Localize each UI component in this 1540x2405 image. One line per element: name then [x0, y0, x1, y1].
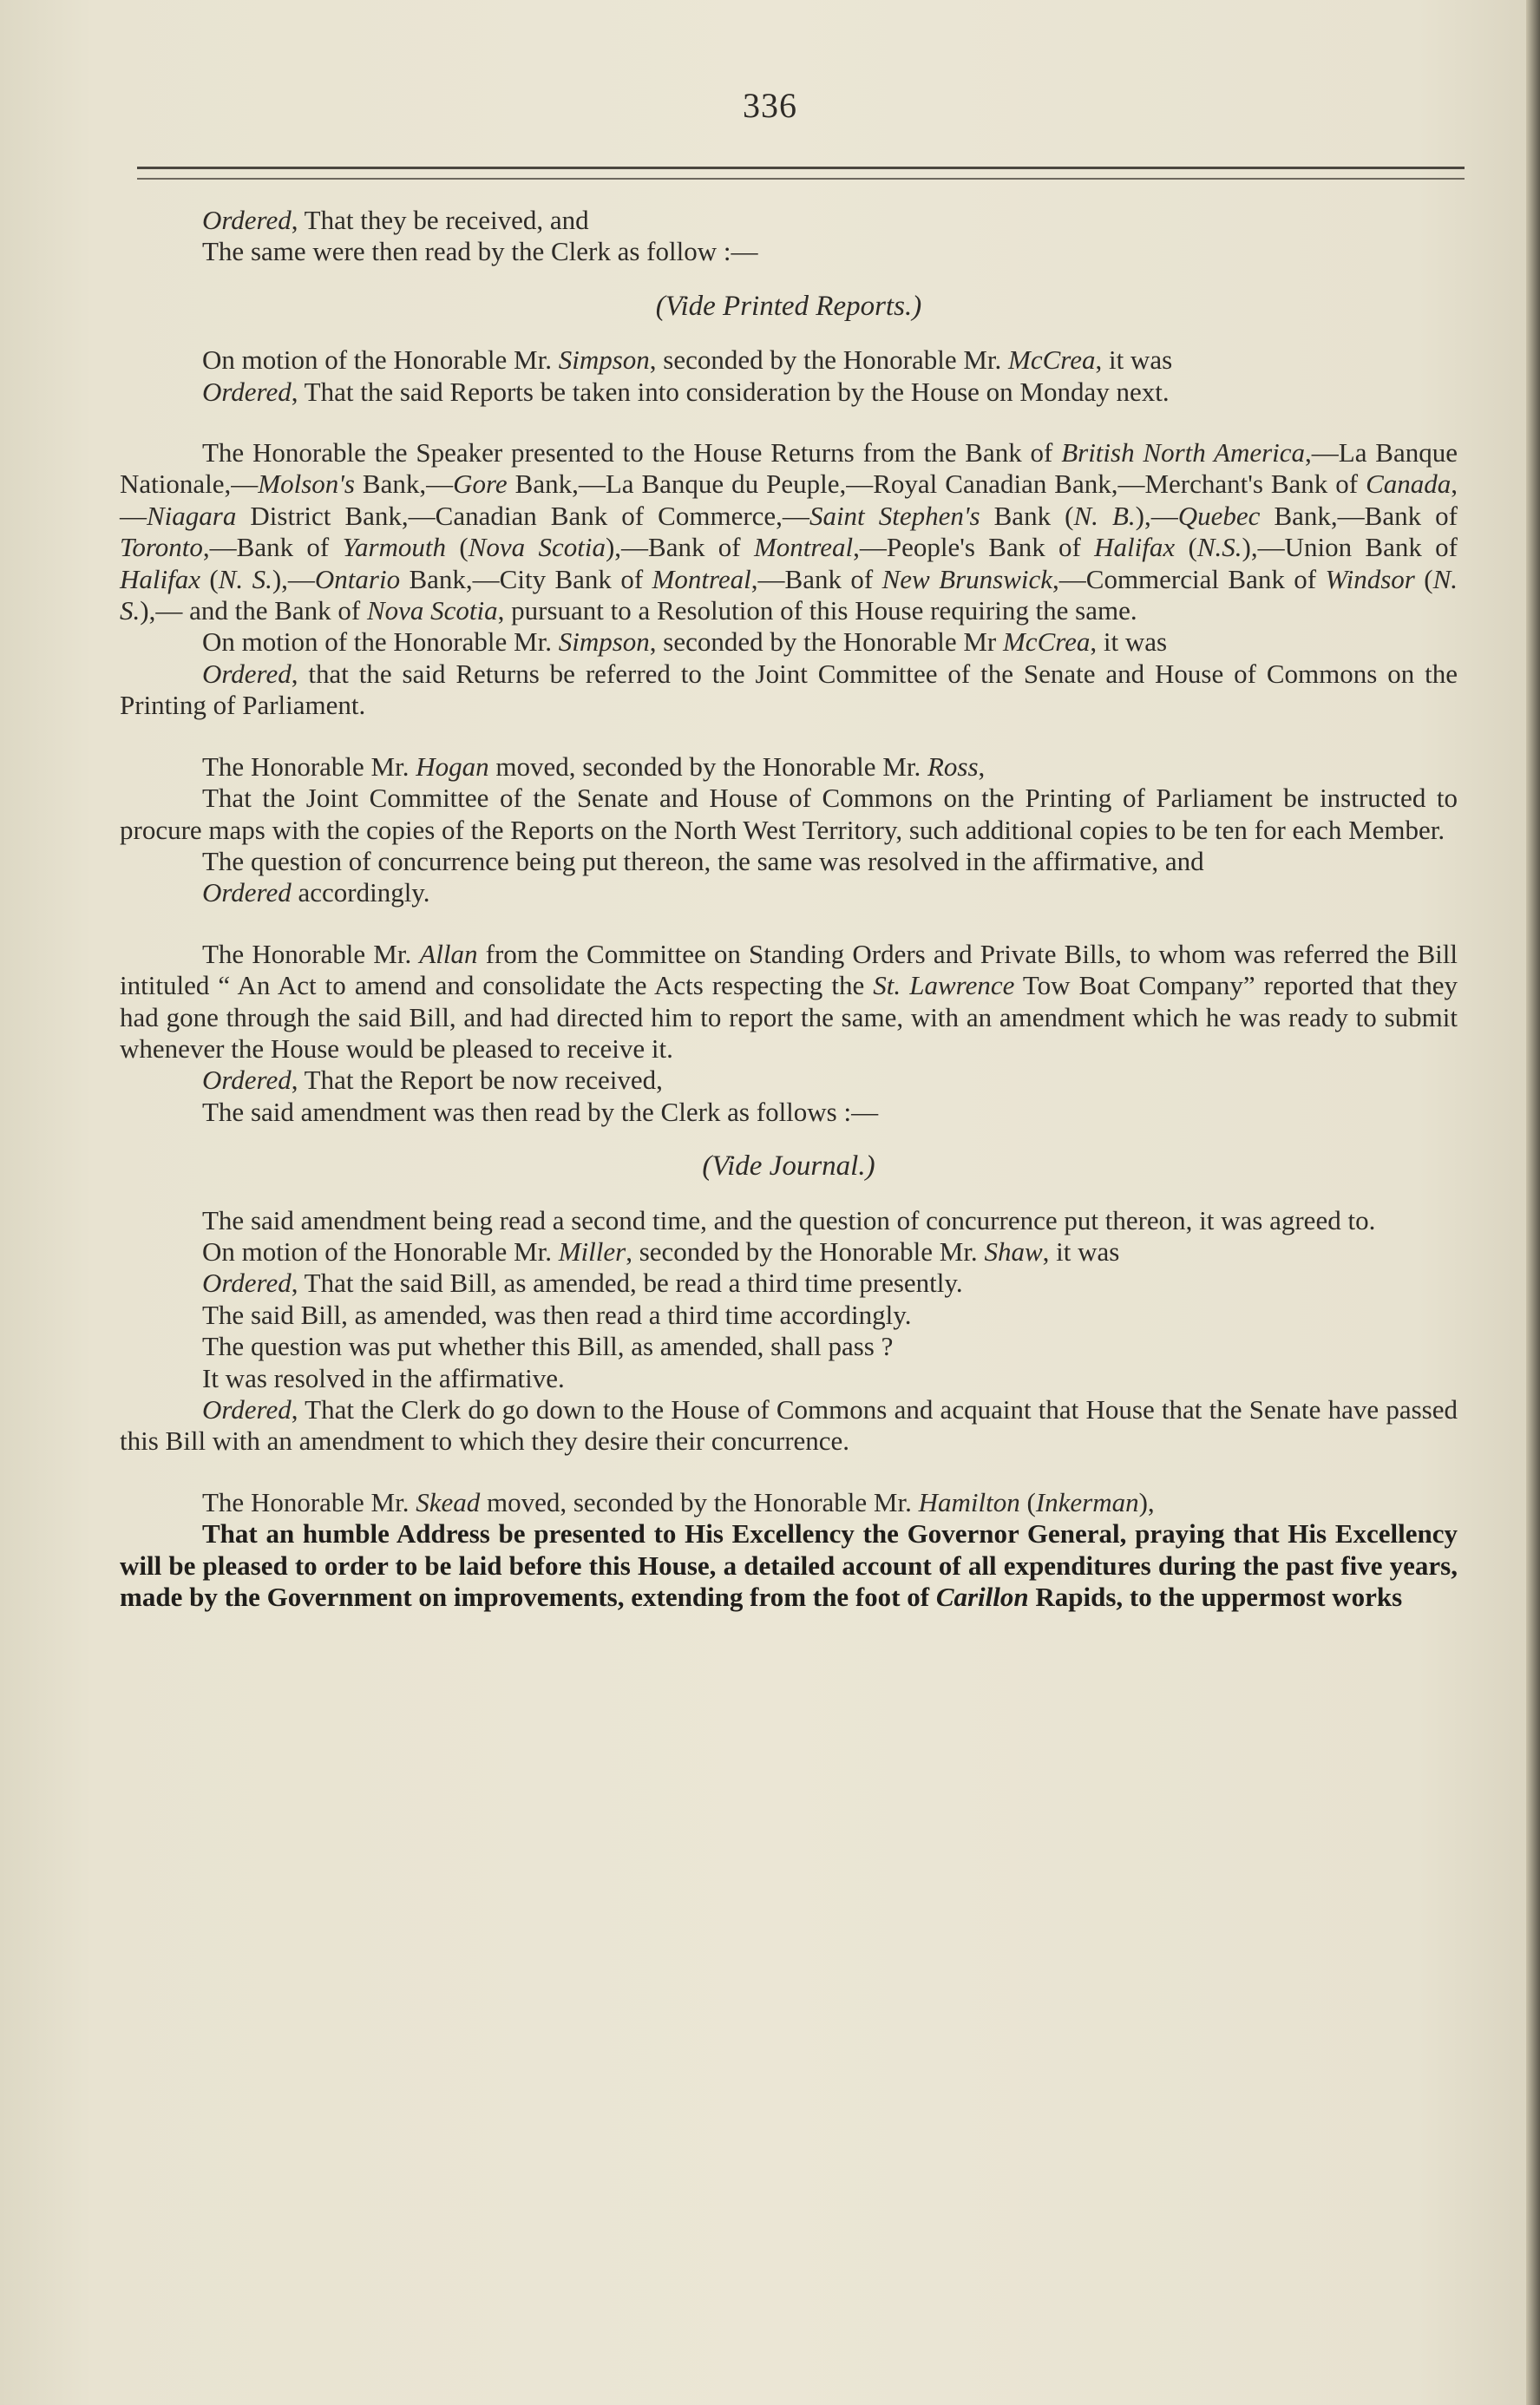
page-number: 336	[743, 86, 797, 125]
paragraph: Ordered, That the said Reports be taken into consideration by the House on Monday next.	[202, 376, 1170, 407]
paragraph: On motion of the Honorable Mr. Simpson, seconded by the Honorable Mr. McCrea, it was	[202, 344, 1173, 376]
paragraph: The Honorable Mr. Skead moved, seconded by the Honorable Mr. Hamilton (Inkerman),	[202, 1486, 1155, 1517]
paragraph: The Honorable Mr. Hogan moved, seconded by the Honorable Mr. Ross,	[202, 750, 986, 782]
paragraph: The question of concurrence being put thereon, the same was resolved in the affirmative, and	[202, 845, 1204, 876]
paragraph: Ordered, That they be received, and	[202, 205, 589, 235]
paragraph: The question was put whether this Bill, as amended, shall pass ?	[202, 1331, 894, 1362]
paragraph: That an humble Address be presented to His Excellency the Governor General, praying that His Excellency will be pleased to order to be laid before this House, a detailed account of all expenditures during the past five years, made by the Government on improvements, extending from the foot of Carillon Rapids, to the uppermost works	[120, 1518, 1458, 1613]
page-body	[120, 205, 1458, 1613]
paragraph: That the Joint Committee of the Senate and House of Commons on the Printing of Parliament be instructed to procure maps with the copies of the Reports on the North West Territory, such additional copies to be ten for each Member.	[120, 783, 1458, 845]
paragraph: Ordered, that the said Returns be referred to the Joint Committee of the Senate and House of Commons on the Printing of Parliament.	[120, 658, 1458, 721]
vide-reference: (Vide Journal.)	[702, 1150, 875, 1183]
vide-reference: (Vide Printed Reports.)	[655, 290, 922, 322]
paragraph: The Honorable the Speaker presented to the House Returns from the Bank of British North America,—La Banque Nationale,—Molson's Bank,—Gore Bank,—La Banque du Peuple,—Royal Canadian Bank,—Merchant's Bank of Canada,—Niagara District Bank,—Canadian Bank of Commerce,—Saint Stephen's Bank (N. B.),—Quebec Bank,—Bank of Toronto,—Bank of Yarmouth (Nova Scotia),—Bank of Montreal,—People's Bank of Halifax (N.S.),—Union Bank of Halifax (N. S.),—Ontario Bank,—City Bank of Montreal,—Bank of New Brunswick,—Commercial Bank of Windsor (N. S.),— and the Bank of Nova Scotia, pursuant to a Resolution of this House requiring the same.	[120, 437, 1458, 626]
paragraph: The said Bill, as amended, was then read a third time accordingly.	[202, 1299, 912, 1330]
paragraph: Ordered accordingly.	[202, 877, 430, 908]
paragraph: The said amendment was then read by the Clerk as follows :—	[202, 1096, 879, 1127]
book-spine-shadow	[1526, 0, 1540, 2405]
paragraph: Ordered, That the Report be now received,	[202, 1065, 663, 1096]
paragraph: The same were then read by the Clerk as follow :—	[202, 236, 758, 267]
paragraph: On motion of the Honorable Mr. Miller, seconded by the Honorable Mr. Shaw, it was	[202, 1235, 1120, 1267]
paragraph: On motion of the Honorable Mr. Simpson, seconded by the Honorable Mr McCrea, it was	[202, 626, 1168, 658]
paragraph: The said amendment being read a second time, and the question of concurrence put thereon, it was agreed to.	[202, 1204, 1376, 1235]
header-rule	[137, 167, 1465, 180]
paragraph: The Honorable Mr. Allan from the Committee on Standing Orders and Private Bills, to whom was referred the Bill intituled “ An Act to amend and consolidate the Acts respecting the St. Lawrence Tow Boat Company” reported that they had gone through the said Bill, and had directed him to report the same, with an amendment which he was ready to submit whenever the House would be pleased to receive it.	[120, 938, 1458, 1064]
paragraph: It was resolved in the affirmative.	[202, 1362, 565, 1393]
paragraph: Ordered, That the Clerk do go down to the House of Commons and acquaint that House that the Senate have passed this Bill with an amendment to which they desire their concurrence.	[120, 1394, 1458, 1457]
paragraph: Ordered, That the said Bill, as amended, be read a third time presently.	[202, 1268, 963, 1299]
